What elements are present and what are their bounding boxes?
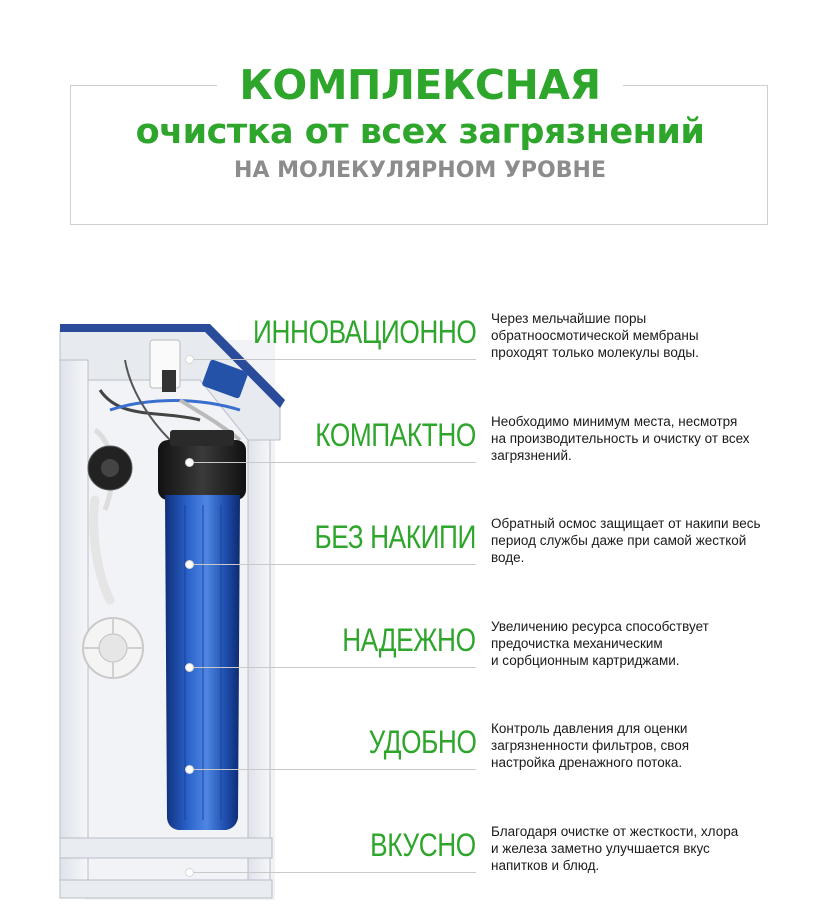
page-tagline: НА МОЛЕКУЛЯРНОМ УРОВНЕ [234,158,606,183]
header [0,60,840,186]
leader-line [190,462,476,463]
pointer-dot [186,561,193,568]
feature-description: Через мельчайшие поры обратноосмотической мембраны проходят только молекулы воды. [491,311,699,360]
feature-convenient [0,722,840,792]
feature-label: ВКУСНО [370,827,476,863]
feature-innovative [0,312,840,382]
feature-label: БЕЗ НАКИПИ [314,519,476,555]
page-title: КОМПЛЕКСНАЯ [217,60,622,110]
pointer-dot [186,766,193,773]
pointer-dot [186,664,193,671]
feature-tasty [0,825,840,895]
feature-label: КОМПАКТНО [315,417,476,453]
pointer-dot [186,459,193,466]
feature-compact [0,415,840,485]
page-subtitle: очистка от всех загрязнений [135,112,705,152]
water-filter-system-image [0,300,300,914]
feature-reliable [0,620,840,690]
feature-label: УДОБНО [368,724,476,760]
leader-line [190,667,476,668]
feature-description: Увеличению ресурса способствует предочистка механическим и сорбционным картриджами. [491,619,709,668]
pointer-dot [186,356,193,363]
leader-line [190,359,476,360]
feature-label: НАДЕЖНО [342,622,476,658]
feature-description: Благодаря очистке от жесткости, хлора и железа заметно улучшается вкус напитков и блюд. [491,824,739,873]
feature-description: Необходимо минимум места, несмотря на производительность и очистку от всех загрязнений. [491,414,750,463]
feature-label: ИННОВАЦИОННО [252,314,476,350]
leader-line [190,564,476,565]
leader-line [190,769,476,770]
feature-description: Обратный осмос защищает от накипи весь период службы даже при самой жесткой воде. [491,516,761,565]
feature-description: Контроль давления для оценки загрязненности фильтров, своя настройка дренажного потока. [491,721,690,770]
feature-no-scale [0,517,840,587]
leader-line [190,872,476,873]
pointer-dot [186,869,193,876]
